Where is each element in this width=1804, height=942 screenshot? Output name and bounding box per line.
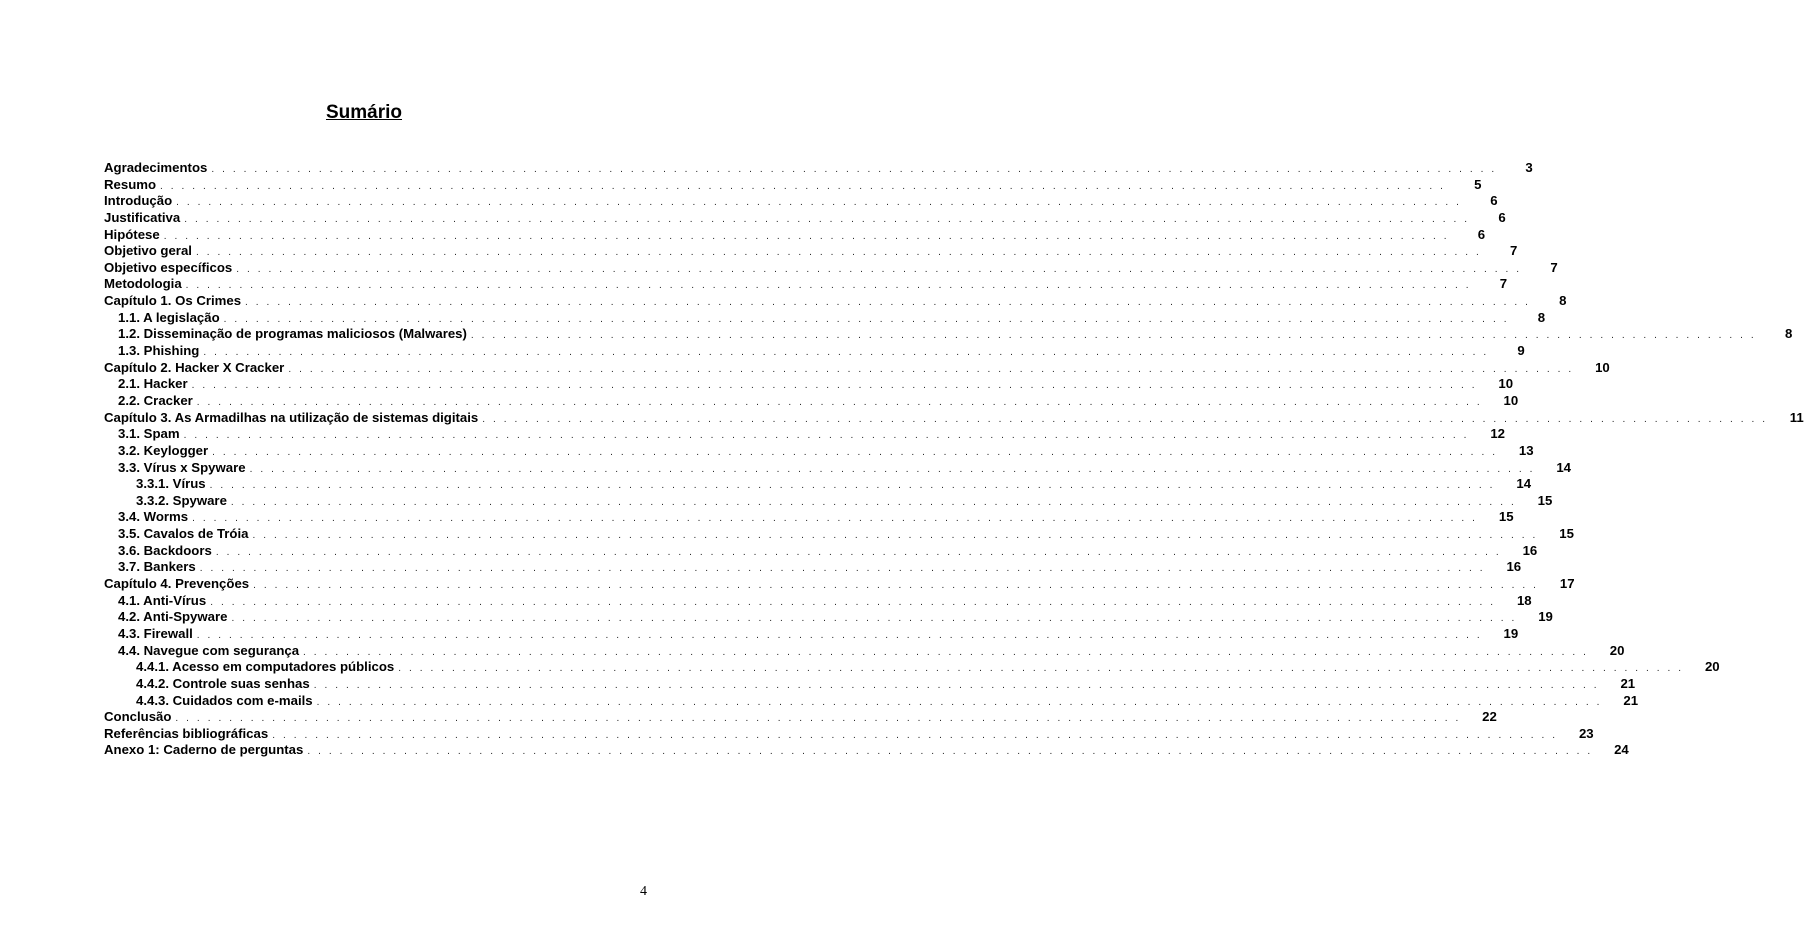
toc-entry[interactable]	[104, 659, 1720, 676]
toc-entry-page: 15	[1559, 526, 1574, 542]
toc-entry-page: 7	[1510, 243, 1518, 259]
toc-entry-title: 1.2. Disseminação de programas maliciosos (Malwares)	[118, 326, 467, 342]
toc-entry[interactable]	[104, 476, 1532, 493]
toc-entry-page: 19	[1538, 609, 1553, 625]
toc-entry-title: 4.2. Anti-Spyware	[118, 609, 228, 625]
toc-entry-title: 2.1. Hacker	[118, 376, 188, 392]
toc-entry[interactable]	[104, 542, 1538, 560]
dot-leader: . . . . . . . . . . . . . . . . . . . . . . . . . . . . . . . . . . . . . . . . . . . . . . . . . . . . . . . . . . . . . . . . . . . . . . . . . . . . . . . . . . . . . . . . . . . . . . . . . . . . . . . . . . . . . . . . . . . . . . . .	[307, 746, 1593, 758]
toc-entry[interactable]	[104, 576, 1575, 593]
toc-entry[interactable]	[104, 609, 1553, 626]
toc-entry[interactable]	[104, 459, 1571, 477]
toc-entry[interactable]	[104, 359, 1610, 377]
toc-entry-title: Objetivo específicos	[104, 259, 233, 275]
toc-entry-title: 3.3. Vírus x Spyware	[118, 459, 246, 475]
toc-entry-title: Conclusão	[104, 709, 172, 725]
toc-entry-page: 15	[1498, 509, 1514, 525]
dot-leader: . . . . . . . . . . . . . . . . . . . . . . . . . . . . . . . . . . . . . . . . . . . . . . . . . . . . . . . . . . . . . . . . . . . . . . . . . . . . . . . . . . . . . . . . . . . . . . . . . . . . . . . . . . . . . . . . . . . . . . . .	[211, 164, 1497, 175]
toc-entry-page: 6	[1477, 226, 1486, 242]
toc-entry-page: 16	[1522, 542, 1538, 558]
dot-leader: . . . . . . . . . . . . . . . . . . . . . . . . . . . . . . . . . . . . . . . . . . . . . . . . . . . . . . . . . . . . . . . . . . . . . . . . . . . . . . . . . . . . . . . . . . . . . . . . . . . . . . . . . . . . . . . . . . . . . . . .	[196, 396, 1483, 408]
dot-leader: . . . . . . . . . . . . . . . . . . . . . . . . . . . . . . . . . . . . . . . . . . . . . . . . . . . . . . . . . . . . . . . . . . . . . . . . . . . . . . . . . . . . . . . . . . . . . . . . . . . . . . . . . . . . . . . . . . . . . . . .	[215, 546, 1502, 558]
toc-entry-page: 7	[1499, 276, 1508, 292]
toc-entry-page: 7	[1550, 259, 1558, 275]
toc-entry-title: Capítulo 4. Prevenções	[104, 576, 250, 592]
toc-entry-page: 8	[1784, 326, 1793, 342]
dot-leader: . . . . . . . . . . . . . . . . . . . . . . . . . . . . . . . . . . . . . . . . . . . . . . . . . . . . . . . . . . . . . . . . . . . . . . . . . . . . . . . . . . . . . . . . . . . . . . . . . . . . . . . . . . . . . . . . . . . . . . . .	[185, 280, 1472, 292]
dot-leader: . . . . . . . . . . . . . . . . . . . . . . . . . . . . . . . . . . . . . . . . . . . . . . . . . . . . . . . . . . . . . . . . . . . . . . . . . . . . . . . . . . . . . . . . . . . . . . . . . . . . . . . . . . . . . . . . . . . . . . . .	[482, 413, 1768, 425]
dot-leader: . . . . . . . . . . . . . . . . . . . . . . . . . . . . . . . . . . . . . . . . . . . . . . . . . . . . . . . . . . . . . . . . . . . . . . . . . . . . . . . . . . . . . . . . . . . . . . . . . . . . . . . . . . . . . . . . . . . . . . . .	[196, 629, 1483, 641]
toc-entry[interactable]	[104, 625, 1519, 643]
toc-entry-page: 23	[1578, 725, 1594, 741]
toc-entry[interactable]	[104, 276, 1508, 293]
toc-entry-page: 13	[1518, 442, 1534, 458]
toc-entry-title: Referências bibliográficas	[104, 725, 269, 741]
toc-entry-page: 6	[1490, 193, 1498, 209]
toc-entry[interactable]	[104, 692, 1639, 710]
table-of-contents	[104, 160, 1804, 759]
toc-entry[interactable]	[104, 559, 1522, 576]
toc-entry-page: 8	[1537, 309, 1546, 325]
toc-entry[interactable]	[104, 426, 1505, 443]
toc-entry-title: Capítulo 2. Hacker X Cracker	[104, 359, 285, 375]
toc-entry-title: Objetivo geral	[104, 243, 192, 259]
toc-entry-page: 19	[1503, 625, 1519, 641]
toc-entry-page: 6	[1498, 209, 1506, 225]
toc-entry[interactable]	[104, 442, 1534, 460]
toc-entry[interactable]	[104, 309, 1546, 327]
toc-entry-page: 8	[1559, 293, 1567, 309]
toc-entry-page: 5	[1474, 176, 1482, 192]
toc-entry[interactable]	[104, 709, 1497, 726]
toc-entry-page: 14	[1516, 476, 1532, 492]
toc-entry[interactable]	[104, 526, 1574, 543]
toc-entry-page: 9	[1517, 343, 1525, 359]
dot-leader: . . . . . . . . . . . . . . . . . . . . . . . . . . . . . . . . . . . . . . . . . . . . . . . . . . . . . . . . . . . . . . . . . . . . . . . . . . . . . . . . . . . . . . . . . . . . . . . . . . . . . . . . . . . . . . . . . . . . . . . .	[163, 230, 1450, 242]
toc-entry[interactable]	[104, 409, 1804, 427]
toc-entry[interactable]	[104, 343, 1525, 360]
toc-entry[interactable]	[104, 376, 1514, 393]
toc-entry-title: 2.2. Cracker	[118, 392, 193, 408]
dot-leader: . . . . . . . . . . . . . . . . . . . . . . . . . . . . . . . . . . . . . . . . . . . . . . . . . . . . . . . . . . . . . . . . . . . . . . . . . . . . . . . . . . . . . . . . . . . . . . . . . . . . . . . . . . . . . . . . . . . . . . . .	[183, 430, 1469, 442]
toc-entry-page: 20	[1704, 659, 1720, 675]
toc-entry-page: 12	[1490, 426, 1505, 442]
toc-entry[interactable]	[104, 509, 1514, 526]
toc-entry-page: 10	[1503, 392, 1519, 408]
dot-leader: . . . . . . . . . . . . . . . . . . . . . . . . . . . . . . . . . . . . . . . . . . . . . . . . . . . . . . . . . . . . . . . . . . . . . . . . . . . . . . . . . . . . . . . . . . . . . . . . . . . . . . . . . . . . . . . . . . . . . . . .	[199, 563, 1486, 575]
dot-leader: . . . . . . . . . . . . . . . . . . . . . . . . . . . . . . . . . . . . . . . . . . . . . . . . . . . . . . . . . . . . . . . . . . . . . . . . . . . . . . . . . . . . . . . . . . . . . . . . . . . . . . . . . . . . . . . . . . . . . . . .	[230, 496, 1517, 508]
toc-entry-title: 3.1. Spam	[118, 426, 180, 442]
dot-leader: . . . . . . . . . . . . . . . . . . . . . . . . . . . . . . . . . . . . . . . . . . . . . . . . . . . . . . . . . . . . . . . . . . . . . . . . . . . . . . . . . . . . . . . . . . . . . . . . . . . . . . . . . . . . . . . . . . . . . . . .	[203, 347, 1489, 359]
dot-leader: . . . . . . . . . . . . . . . . . . . . . . . . . . . . . . . . . . . . . . . . . . . . . . . . . . . . . . . . . . . . . . . . . . . . . . . . . . . . . . . . . . . . . . . . . . . . . . . . . . . . . . . . . . . . . . . . . . . . . . . .	[223, 313, 1510, 325]
toc-entry[interactable]	[104, 226, 1486, 244]
dot-leader: . . . . . . . . . . . . . . . . . . . . . . . . . . . . . . . . . . . . . . . . . . . . . . . . . . . . . . . . . . . . . . . . . . . . . . . . . . . . . . . . . . . . . . . . . . . . . . . . . . . . . . . . . . . . . . . . . . . . . . . .	[303, 646, 1589, 658]
dot-leader: . . . . . . . . . . . . . . . . . . . . . . . . . . . . . . . . . . . . . . . . . . . . . . . . . . . . . . . . . . . . . . . . . . . . . . . . . . . . . . . . . . . . . . . . . . . . . . . . . . . . . . . . . . . . . . . . . . . . . . . .	[209, 480, 1496, 492]
toc-entry-title: 4.3. Firewall	[118, 625, 193, 641]
dot-leader: . . . . . . . . . . . . . . . . . . . . . . . . . . . . . . . . . . . . . . . . . . . . . . . . . . . . . . . . . . . . . . . . . . . . . . . . . . . . . . . . . . . . . . . . . . . . . . . . . . . . . . . . . . . . . . . . . . . . . . . .	[210, 596, 1496, 608]
toc-entry-page: 17	[1559, 576, 1575, 592]
toc-entry[interactable]	[104, 392, 1519, 410]
toc-entry-title: Metodologia	[104, 276, 182, 292]
toc-entry-title: 4.1. Anti-Vírus	[118, 592, 207, 608]
dot-leader: . . . . . . . . . . . . . . . . . . . . . . . . . . . . . . . . . . . . . . . . . . . . . . . . . . . . . . . . . . . . . . . . . . . . . . . . . . . . . . . . . . . . . . . . . . . . . . . . . . . . . . . . . . . . . . . . . . . . . . . .	[252, 530, 1538, 542]
toc-entry[interactable]	[104, 259, 1558, 277]
toc-entry-page: 15	[1537, 492, 1553, 508]
dot-leader: . . . . . . . . . . . . . . . . . . . . . . . . . . . . . . . . . . . . . . . . . . . . . . . . . . . . . . . . . . . . . . . . . . . . . . . . . . . . . . . . . . . . . . . . . . . . . . . . . . . . . . . . . . . . . . . . . . . . . . . .	[191, 380, 1478, 392]
dot-leader: . . . . . . . . . . . . . . . . . . . . . . . . . . . . . . . . . . . . . . . . . . . . . . . . . . . . . . . . . . . . . . . . . . . . . . . . . . . . . . . . . . . . . . . . . . . . . . . . . . . . . . . . . . . . . . . . . . . . . . . .	[253, 580, 1539, 592]
toc-entry[interactable]	[104, 160, 1533, 177]
toc-entry-title: 3.7. Bankers	[118, 559, 196, 575]
dot-leader: . . . . . . . . . . . . . . . . . . . . . . . . . . . . . . . . . . . . . . . . . . . . . . . . . . . . . . . . . . . . . . . . . . . . . . . . . . . . . . . . . . . . . . . . . . . . . . . . . . . . . . . . . . . . . . . . . . . . . . . .	[316, 696, 1603, 708]
toc-entry-page: 14	[1556, 459, 1571, 475]
toc-entry-page: 24	[1614, 742, 1629, 758]
toc-entry[interactable]	[104, 176, 1482, 194]
toc-entry-title: 3.6. Backdoors	[118, 542, 212, 558]
toc-entry[interactable]	[104, 293, 1567, 310]
toc-entry[interactable]	[104, 742, 1629, 759]
dot-leader: . . . . . . . . . . . . . . . . . . . . . . . . . . . . . . . . . . . . . . . . . . . . . . . . . . . . . . . . . . . . . . . . . . . . . . . . . . . . . . . . . . . . . . . . . . . . . . . . . . . . . . . . . . . . . . . . . . . . . . . .	[313, 679, 1600, 691]
toc-entry[interactable]	[104, 675, 1636, 693]
toc-entry[interactable]	[104, 642, 1625, 660]
toc-entry-title: Capítulo 3. As Armadilhas na utilização de sistemas digitais	[104, 409, 479, 425]
dot-leader: . . . . . . . . . . . . . . . . . . . . . . . . . . . . . . . . . . . . . . . . . . . . . . . . . . . . . . . . . . . . . . . . . . . . . . . . . . . . . . . . . . . . . . . . . . . . . . . . . . . . . . . . . . . . . . . . . . . . . . . .	[470, 330, 1757, 342]
toc-entry[interactable]	[104, 193, 1498, 210]
toc-entry-page: 11	[1789, 409, 1804, 425]
toc-entry-title: Introdução	[104, 193, 173, 209]
toc-entry-title: 1.1. A legislação	[118, 309, 220, 325]
toc-entry-title: 3.2. Keylogger	[118, 442, 209, 458]
toc-entry-title: 3.5. Cavalos de Tróia	[118, 526, 249, 542]
toc-entry-title: Resumo	[104, 176, 157, 192]
toc-entry-title: 4.4.2. Controle suas senhas	[136, 675, 310, 691]
dot-leader: . . . . . . . . . . . . . . . . . . . . . . . . . . . . . . . . . . . . . . . . . . . . . . . . . . . . . . . . . . . . . . . . . . . . . . . . . . . . . . . . . . . . . . . . . . . . . . . . . . . . . . . . . . . . . . . . . . . . . . . .	[184, 213, 1470, 225]
toc-entry-page: 21	[1620, 675, 1636, 691]
toc-entry-title: Capítulo 1. Os Crimes	[104, 293, 242, 309]
dot-leader: . . . . . . . . . . . . . . . . . . . . . . . . . . . . . . . . . . . . . . . . . . . . . . . . . . . . . . . . . . . . . . . . . . . . . . . . . . . . . . . . . . . . . . . . . . . . . . . . . . . . . . . . . . . . . . . . . . . . . . . .	[176, 197, 1462, 209]
dot-leader: . . . . . . . . . . . . . . . . . . . . . . . . . . . . . . . . . . . . . . . . . . . . . . . . . . . . . . . . . . . . . . . . . . . . . . . . . . . . . . . . . . . . . . . . . . . . . . . . . . . . . . . . . . . . . . . . . . . . . . . .	[249, 463, 1535, 475]
toc-entry-page: 10	[1498, 376, 1514, 392]
toc-entry-title: Justificativa	[104, 209, 181, 225]
dot-leader: . . . . . . . . . . . . . . . . . . . . . . . . . . . . . . . . . . . . . . . . . . . . . . . . . . . . . . . . . . . . . . . . . . . . . . . . . . . . . . . . . . . . . . . . . . . . . . . . . . . . . . . . . . . . . . . . . . . . . . . .	[272, 729, 1558, 741]
dot-leader: . . . . . . . . . . . . . . . . . . . . . . . . . . . . . . . . . . . . . . . . . . . . . . . . . . . . . . . . . . . . . . . . . . . . . . . . . . . . . . . . . . . . . . . . . . . . . . . . . . . . . . . . . . . . . . . . . . . . . . . .	[288, 363, 1574, 375]
toc-entry-title: 3.3.1. Vírus	[136, 476, 206, 492]
toc-entry-title: 4.4.1. Acesso em computadores públicos	[136, 659, 395, 675]
page-number: 4	[640, 884, 647, 899]
toc-entry[interactable]	[104, 725, 1594, 743]
toc-entry-page: 16	[1506, 559, 1522, 575]
toc-entry-title: 3.3.2. Spyware	[136, 492, 227, 508]
dot-leader: . . . . . . . . . . . . . . . . . . . . . . . . . . . . . . . . . . . . . . . . . . . . . . . . . . . . . . . . . . . . . . . . . . . . . . . . . . . . . . . . . . . . . . . . . . . . . . . . . . . . . . . . . . . . . . . . . . . . . . . .	[160, 180, 1446, 192]
toc-entry-page: 18	[1516, 592, 1532, 608]
dot-leader: . . . . . . . . . . . . . . . . . . . . . . . . . . . . . . . . . . . . . . . . . . . . . . . . . . . . . . . . . . . . . . . . . . . . . . . . . . . . . . . . . . . . . . . . . . . . . . . . . . . . . . . . . . . . . . . . . . . . . . . .	[212, 446, 1498, 458]
toc-entry-title: 4.4. Navegue com segurança	[118, 642, 300, 658]
toc-entry-page: 10	[1595, 359, 1610, 375]
toc-entry-title: 1.3. Phishing	[118, 343, 200, 359]
toc-entry-title: 3.4. Worms	[118, 509, 189, 525]
toc-entry-title: Anexo 1: Caderno de perguntas	[104, 742, 304, 758]
dot-leader: . . . . . . . . . . . . . . . . . . . . . . . . . . . . . . . . . . . . . . . . . . . . . . . . . . . . . . . . . . . . . . . . . . . . . . . . . . . . . . . . . . . . . . . . . . . . . . . . . . . . . . . . . . . . . . . . . . . . . . . .	[195, 247, 1482, 259]
toc-entry-title: 4.4.3. Cuidados com e-mails	[136, 692, 313, 708]
toc-entry-page: 22	[1482, 709, 1497, 725]
toc-entry-page: 3	[1525, 160, 1533, 175]
toc-entry-title: Hipótese	[104, 226, 160, 242]
dot-leader: . . . . . . . . . . . . . . . . . . . . . . . . . . . . . . . . . . . . . . . . . . . . . . . . . . . . . . . . . . . . . . . . . . . . . . . . . . . . . . . . . . . . . . . . . . . . . . . . . . . . . . . . . . . . . . . . . . . . . . . .	[192, 513, 1478, 525]
toc-entry[interactable]	[104, 209, 1506, 227]
dot-leader: . . . . . . . . . . . . . . . . . . . . . . . . . . . . . . . . . . . . . . . . . . . . . . . . . . . . . . . . . . . . . . . . . . . . . . . . . . . . . . . . . . . . . . . . . . . . . . . . . . . . . . . . . . . . . . . . . . . . . . . .	[398, 663, 1684, 675]
toc-entry-page: 20	[1609, 642, 1625, 658]
dot-leader: . . . . . . . . . . . . . . . . . . . . . . . . . . . . . . . . . . . . . . . . . . . . . . . . . . . . . . . . . . . . . . . . . . . . . . . . . . . . . . . . . . . . . . . . . . . . . . . . . . . . . . . . . . . . . . . . . . . . . . . .	[231, 613, 1517, 625]
dot-leader: . . . . . . . . . . . . . . . . . . . . . . . . . . . . . . . . . . . . . . . . . . . . . . . . . . . . . . . . . . . . . . . . . . . . . . . . . . . . . . . . . . . . . . . . . . . . . . . . . . . . . . . . . . . . . . . . . . . . . . . .	[175, 713, 1461, 725]
toc-entry-page: 21	[1623, 692, 1639, 708]
toc-entry[interactable]	[104, 592, 1532, 610]
toc-entry-title: Agradecimentos	[104, 160, 208, 175]
toc-entry[interactable]	[104, 326, 1793, 343]
dot-leader: . . . . . . . . . . . . . . . . . . . . . . . . . . . . . . . . . . . . . . . . . . . . . . . . . . . . . . . . . . . . . . . . . . . . . . . . . . . . . . . . . . . . . . . . . . . . . . . . . . . . . . . . . . . . . . . . . . . . . . . .	[245, 297, 1531, 309]
dot-leader: . . . . . . . . . . . . . . . . . . . . . . . . . . . . . . . . . . . . . . . . . . . . . . . . . . . . . . . . . . . . . . . . . . . . . . . . . . . . . . . . . . . . . . . . . . . . . . . . . . . . . . . . . . . . . . . . . . . . . . . .	[236, 263, 1522, 275]
page-title: Sumário	[325, 102, 403, 123]
toc-entry[interactable]	[104, 492, 1553, 510]
toc-entry[interactable]	[104, 243, 1518, 260]
